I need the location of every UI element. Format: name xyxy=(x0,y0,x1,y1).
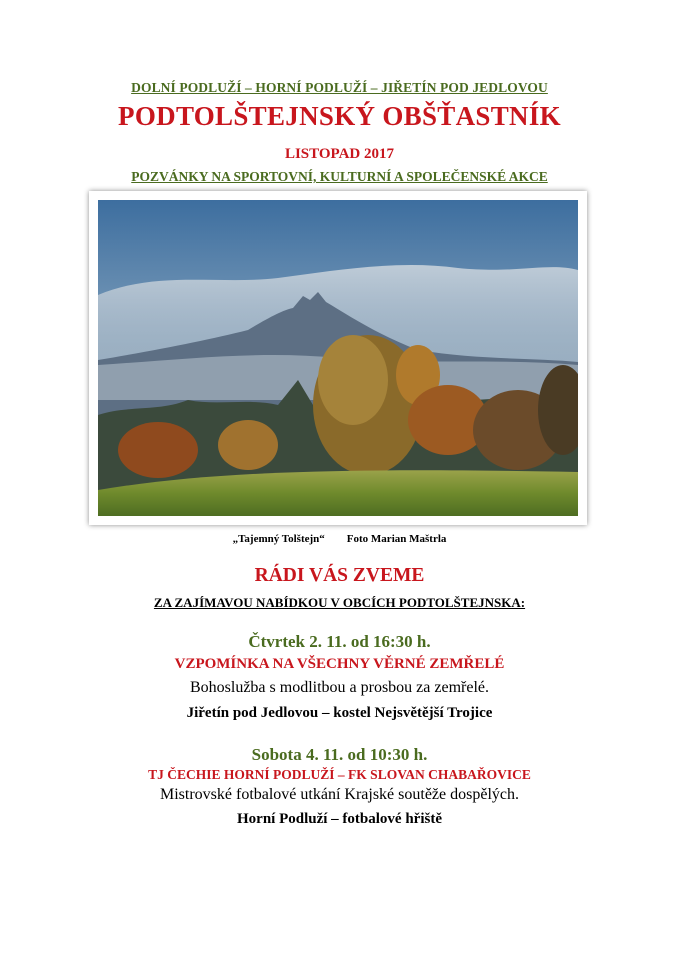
issue-month: LISTOPAD 2017 xyxy=(284,146,395,162)
landscape-photo xyxy=(89,191,587,525)
photo-title: „Tajemný Tolštejn“ xyxy=(232,533,325,545)
towns-line: DOLNÍ PODLUŽÍ – HORNÍ PODLUŽÍ – JIŘETÍN POD JEDLOVOU xyxy=(131,80,548,95)
invite-heading: RÁDI VÁS ZVEME xyxy=(254,565,425,586)
event-2-description: Mistrovské fotbalové utkání Krajské soutěže dospělých. xyxy=(159,786,520,803)
event-1-place: Jiřetín pod Jedlovou – kostel Nejsvětější Trojice xyxy=(186,705,493,721)
event-1-date: Čtvrtek 2. 11. od 16:30 h. xyxy=(248,632,431,651)
invite-subheading: ZA ZAJÍMAVOU NABÍDKOU V OBCÍCH PODTOLŠTEJNSKA: xyxy=(153,595,526,610)
event-2-title: TJ ČECHIE HORNÍ PODLUŽÍ – FK SLOVAN CHABAŘOVICE xyxy=(148,767,531,782)
misty-castle-hill-image xyxy=(98,200,578,516)
photo-caption xyxy=(0,533,679,545)
event-2-place: Horní Podluží – fotbalové hřiště xyxy=(237,811,442,827)
event-1-description: Bohoslužba s modlitbou a prosbou za zemřelé. xyxy=(189,679,490,696)
event-1-title: VZPOMÍNKA NA VŠECHNY VĚRNÉ ZEMŘELÉ xyxy=(174,656,505,672)
newsletter-title: PODTOLŠTEJNSKÝ OBŠŤASTNÍK xyxy=(118,101,561,131)
newsletter-subtitle: POZVÁNKY NA SPORTOVNÍ, KULTURNÍ A SPOLEČENSKÉ AKCE xyxy=(131,169,548,184)
event-2-date: Sobota 4. 11. od 10:30 h. xyxy=(251,745,428,764)
photo-credit: Foto Marian Maštrla xyxy=(346,533,447,545)
